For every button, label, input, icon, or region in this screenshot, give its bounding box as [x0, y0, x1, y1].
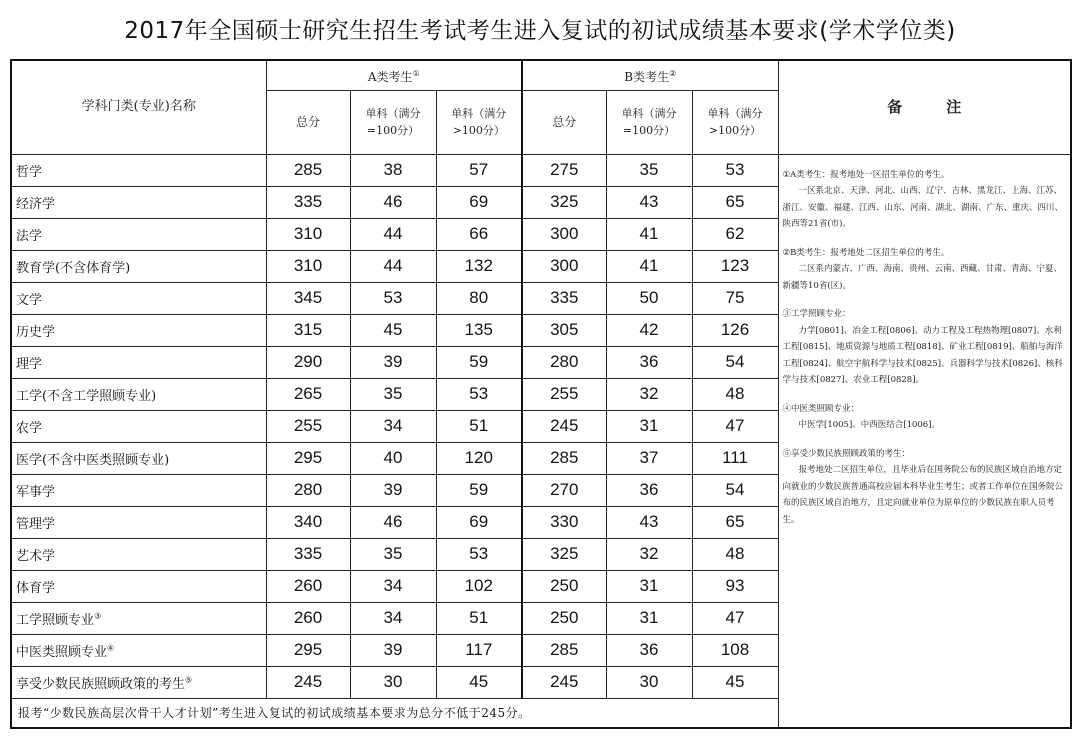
subject-name: 教育学(不含体育学) [16, 260, 131, 276]
score-cell-a-sgt: 102 [436, 570, 522, 602]
page-title: 2017年全国硕士研究生招生考试考生进入复试的初试成绩基本要求(学术学位类) [124, 18, 956, 44]
subject-name: 工学(不含工学照顾专业) [16, 388, 157, 404]
score-cell-a-total: 335 [266, 538, 350, 570]
score-cell-b-s100: 31 [606, 410, 692, 442]
score-cell-a-total: 260 [266, 602, 350, 634]
score-cell-a-s100: 35 [350, 378, 436, 410]
subject-name-cell [11, 218, 266, 250]
score-cell-a-sgt: 59 [436, 474, 522, 506]
score-cell-b-total: 285 [522, 634, 606, 666]
score-cell-b-total: 300 [522, 250, 606, 282]
score-cell-a-sgt: 57 [436, 154, 522, 186]
score-cell-a-total: 265 [266, 378, 350, 410]
score-cell-b-sgt: 47 [692, 602, 778, 634]
subject-name: 理学 [16, 356, 43, 372]
subject-footnote-mark: ④ [107, 643, 115, 653]
score-cell-a-sgt: 59 [436, 346, 522, 378]
a-total-header: 总分 [266, 90, 350, 154]
subject-name: 体育学 [16, 580, 56, 596]
score-cell-a-sgt: 117 [436, 634, 522, 666]
score-cell-b-total: 275 [522, 154, 606, 186]
score-cell-b-sgt: 75 [692, 282, 778, 314]
score-cell-b-s100: 36 [606, 474, 692, 506]
score-cell-a-total: 295 [266, 634, 350, 666]
score-cell-a-total: 255 [266, 410, 350, 442]
score-cell-a-sgt: 120 [436, 442, 522, 474]
subject-name: 农学 [16, 420, 43, 436]
subject-name-cell [11, 442, 266, 474]
score-cell-a-total: 260 [266, 570, 350, 602]
score-cell-a-sgt: 51 [436, 410, 522, 442]
score-cell-b-total: 305 [522, 314, 606, 346]
score-cell-a-total: 345 [266, 282, 350, 314]
footer-note: 报考“少数民族高层次骨干人才计划”考生进入复试的初试成绩基本要求为总分不低于245分。 [11, 698, 778, 728]
subject-name: 管理学 [16, 516, 56, 532]
score-cell-a-s100: 53 [350, 282, 436, 314]
subject-column-header: 学科门类(专业)名称 [11, 60, 266, 154]
score-cell-b-sgt: 47 [692, 410, 778, 442]
score-cell-b-sgt: 126 [692, 314, 778, 346]
note-heading: ④中医类照顾专业： [782, 403, 860, 414]
score-cell-b-s100: 31 [606, 570, 692, 602]
subject-name: 哲学 [16, 164, 43, 180]
score-cell-a-sgt: 135 [436, 314, 522, 346]
score-cell-a-total: 285 [266, 154, 350, 186]
subject-name-cell [11, 570, 266, 602]
notes-column-header: 备注 [778, 60, 1071, 154]
score-cell-b-sgt: 93 [692, 570, 778, 602]
score-cell-b-sgt: 65 [692, 506, 778, 538]
score-cell-b-s100: 36 [606, 634, 692, 666]
subject-name-cell [11, 538, 266, 570]
subject-name-cell [11, 634, 266, 666]
score-cell-a-total: 310 [266, 250, 350, 282]
score-cell-b-s100: 50 [606, 282, 692, 314]
score-cell-a-total: 295 [266, 442, 350, 474]
score-cell-a-s100: 30 [350, 666, 436, 698]
score-cell-a-s100: 44 [350, 218, 436, 250]
note-body: 力学[0801]、冶金工程[0806]、动力工程及工程热物理[0807]、水利工程[0815]、地质资源与地质工程[0818]、矿业工程[0819]、船舶与海洋工程[0824]、航空宇航科学与技术[0825]、兵器科学与技术[0826]、核科学与技术[0827]、农业工程[0828]。 [782, 325, 1063, 385]
score-cell-b-total: 245 [522, 666, 606, 698]
subject-name: 历史学 [16, 324, 56, 340]
score-cell-b-s100: 35 [606, 154, 692, 186]
score-cell-a-s100: 39 [350, 474, 436, 506]
subject-name-cell [11, 666, 266, 698]
note-item [783, 167, 1067, 233]
score-cell-b-total: 325 [522, 538, 606, 570]
score-cell-a-s100: 46 [350, 186, 436, 218]
subject-name: 军事学 [16, 484, 56, 500]
note-item [783, 306, 1067, 389]
score-cell-b-total: 330 [522, 506, 606, 538]
score-cell-b-sgt: 48 [692, 538, 778, 570]
score-cell-b-s100: 31 [606, 602, 692, 634]
score-cell-a-sgt: 45 [436, 666, 522, 698]
score-cell-b-s100: 42 [606, 314, 692, 346]
score-cell-b-total: 280 [522, 346, 606, 378]
score-cell-a-s100: 40 [350, 442, 436, 474]
score-table-body [11, 60, 1071, 728]
group-b-header: B类考生② [522, 60, 778, 90]
score-cell-b-total: 270 [522, 474, 606, 506]
score-cell-a-sgt: 132 [436, 250, 522, 282]
score-cell-b-total: 325 [522, 186, 606, 218]
note-item [783, 446, 1067, 529]
a-single-100-header: 单科（满分=100分） [350, 90, 436, 154]
score-cell-a-total: 315 [266, 314, 350, 346]
table-row [11, 154, 1071, 186]
b-total-header: 总分 [522, 90, 606, 154]
subject-name-cell [11, 378, 266, 410]
subject-name-cell [11, 346, 266, 378]
subject-name-cell [11, 410, 266, 442]
score-cell-b-sgt: 62 [692, 218, 778, 250]
note-item [783, 401, 1067, 434]
score-cell-b-total: 250 [522, 602, 606, 634]
score-cell-b-total: 285 [522, 442, 606, 474]
score-cell-a-sgt: 69 [436, 186, 522, 218]
score-cell-a-total: 340 [266, 506, 350, 538]
score-cell-a-total: 290 [266, 346, 350, 378]
note-heading: ⑤享受少数民族照顾政策的考生： [782, 448, 911, 459]
subject-name: 享受少数民族照顾政策的考生 [16, 676, 186, 692]
score-cell-b-s100: 43 [606, 506, 692, 538]
subject-name: 艺术学 [16, 548, 56, 564]
score-cell-a-sgt: 80 [436, 282, 522, 314]
score-cell-b-s100: 32 [606, 378, 692, 410]
score-cell-a-sgt: 53 [436, 538, 522, 570]
note-heading: ①A类考生：报考地处一区招生单位的考生。 [782, 169, 950, 180]
subject-name-cell [11, 314, 266, 346]
subject-name-cell [11, 186, 266, 218]
note-body: 中医学[1005]、中西医结合[1006]。 [798, 420, 941, 430]
subject-name-cell [11, 154, 266, 186]
score-cell-b-sgt: 108 [692, 634, 778, 666]
score-cell-b-total: 335 [522, 282, 606, 314]
score-cell-a-sgt: 66 [436, 218, 522, 250]
score-cell-a-s100: 39 [350, 346, 436, 378]
score-cell-a-sgt: 69 [436, 506, 522, 538]
score-cell-b-sgt: 65 [692, 186, 778, 218]
score-cell-a-total: 310 [266, 218, 350, 250]
subject-name: 文学 [16, 292, 43, 308]
score-cell-b-s100: 41 [606, 218, 692, 250]
subject-name-cell [11, 474, 266, 506]
score-table [10, 59, 1072, 729]
score-cell-a-s100: 34 [350, 410, 436, 442]
score-cell-a-total: 280 [266, 474, 350, 506]
header-row-top [11, 60, 1071, 90]
score-cell-a-s100: 38 [350, 154, 436, 186]
subject-name: 中医类照顾专业 [16, 644, 108, 660]
score-cell-b-s100: 30 [606, 666, 692, 698]
note-heading: ③工学照顾专业： [782, 309, 851, 319]
subject-name-cell [11, 250, 266, 282]
b-single-gt100-header: 单科（满分>100分） [692, 90, 778, 154]
subject-name: 经济学 [16, 196, 56, 212]
score-cell-a-s100: 34 [350, 570, 436, 602]
note-item [783, 245, 1067, 295]
score-cell-b-total: 250 [522, 570, 606, 602]
score-cell-b-sgt: 54 [692, 346, 778, 378]
score-cell-b-sgt: 111 [692, 442, 778, 474]
score-cell-a-s100: 34 [350, 602, 436, 634]
score-cell-b-s100: 37 [606, 442, 692, 474]
subject-footnote-mark: ③ [94, 611, 102, 621]
subject-name-cell [11, 506, 266, 538]
score-cell-b-s100: 41 [606, 250, 692, 282]
score-cell-a-total: 245 [266, 666, 350, 698]
score-cell-a-s100: 44 [350, 250, 436, 282]
group-a-header: A类考生① [266, 60, 522, 90]
score-cell-b-sgt: 45 [692, 666, 778, 698]
score-cell-b-total: 300 [522, 218, 606, 250]
note-body: 二区系内蒙古、广西、海南、贵州、云南、西藏、甘肃、青海、宁夏、新疆等10省(区)。 [782, 264, 1063, 291]
score-cell-b-sgt: 123 [692, 250, 778, 282]
note-body: 一区系北京、天津、河北、山西、辽宁、吉林、黑龙江、上海、江苏、浙江、安徽、福建、江西、山东、河南、湖北、湖南、广东、重庆、四川、陕西等21省(市)。 [782, 186, 1064, 229]
score-cell-b-s100: 32 [606, 538, 692, 570]
score-cell-a-sgt: 53 [436, 378, 522, 410]
score-cell-b-total: 245 [522, 410, 606, 442]
b-single-100-header: 单科（满分=100分） [606, 90, 692, 154]
subject-footnote-mark: ⑤ [185, 675, 193, 685]
score-cell-a-s100: 45 [350, 314, 436, 346]
subject-name-cell [11, 282, 266, 314]
score-cell-b-sgt: 53 [692, 154, 778, 186]
a-single-gt100-header: 单科（满分>100分） [436, 90, 522, 154]
notes-cell [778, 154, 1071, 728]
score-cell-a-s100: 39 [350, 634, 436, 666]
score-cell-a-total: 335 [266, 186, 350, 218]
subject-name: 医学(不含中医类照顾专业) [16, 452, 170, 468]
score-cell-b-total: 255 [522, 378, 606, 410]
note-heading: ②B类考生：报考地处二区招生单位的考生。 [782, 247, 950, 258]
score-cell-b-sgt: 48 [692, 378, 778, 410]
subject-name-cell [11, 602, 266, 634]
subject-name: 工学照顾专业 [16, 612, 95, 628]
score-cell-a-s100: 46 [350, 506, 436, 538]
score-cell-b-s100: 43 [606, 186, 692, 218]
score-cell-b-s100: 36 [606, 346, 692, 378]
score-cell-b-sgt: 54 [692, 474, 778, 506]
score-cell-a-sgt: 51 [436, 602, 522, 634]
note-body: 报考地处二区招生单位，且毕业后在国务院公布的民族区域自治地方定向就业的少数民族普通高校应届本科毕业生考生；或者工作单位在国务院公布的民族区域自治地方，且定向就业单位为原单位的少数民族在职人员考生。 [782, 465, 1064, 525]
score-cell-a-s100: 35 [350, 538, 436, 570]
subject-name: 法学 [16, 228, 43, 244]
